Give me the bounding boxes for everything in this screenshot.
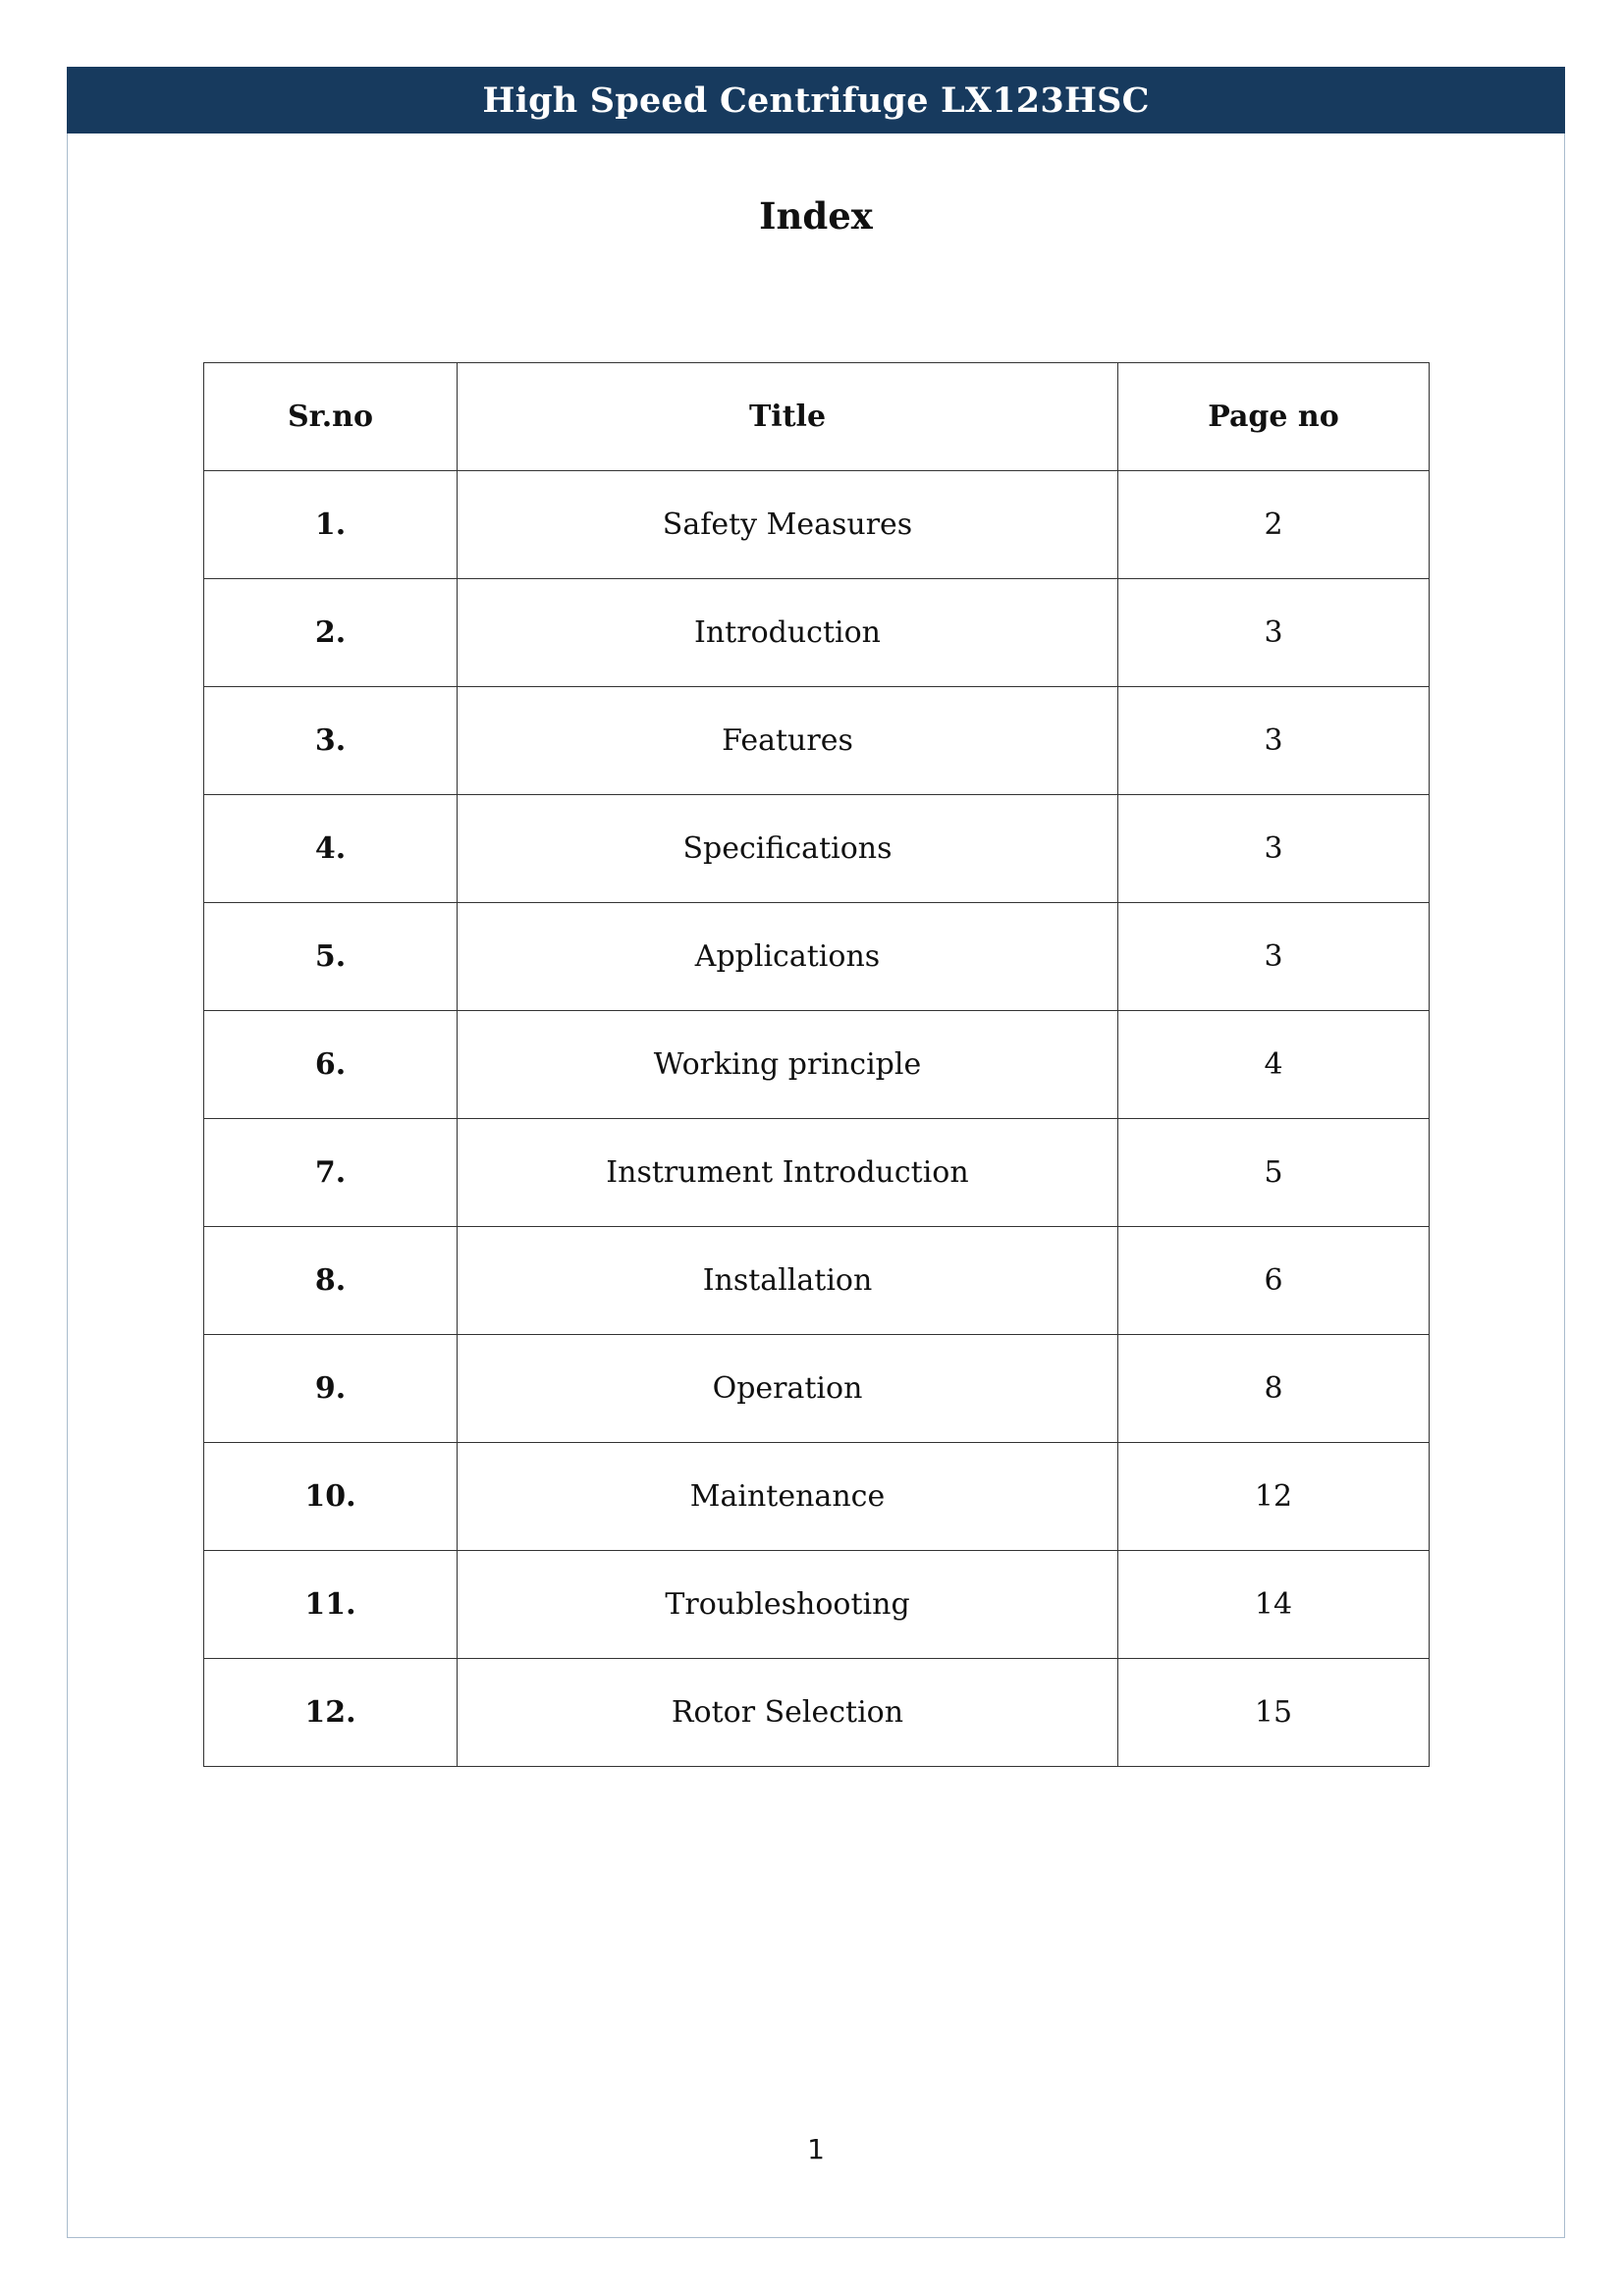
row-page-no: 6 bbox=[1118, 1227, 1430, 1335]
row-sr-no: 8. bbox=[204, 1227, 458, 1335]
table-row bbox=[204, 471, 1430, 579]
page-number: 1 bbox=[807, 2133, 825, 2165]
row-title: Troubleshooting bbox=[458, 1551, 1118, 1659]
row-title: Features bbox=[458, 687, 1118, 795]
header-band bbox=[67, 67, 1565, 133]
table-row bbox=[204, 1443, 1430, 1551]
index-table bbox=[203, 362, 1430, 1767]
row-page-no: 4 bbox=[1118, 1011, 1430, 1119]
row-sr-no: 12. bbox=[204, 1659, 458, 1767]
row-title: Instrument Introduction bbox=[458, 1119, 1118, 1227]
row-page-no: 2 bbox=[1118, 471, 1430, 579]
row-title: Working principle bbox=[458, 1011, 1118, 1119]
row-sr-no: 5. bbox=[204, 903, 458, 1011]
row-sr-no: 10. bbox=[204, 1443, 458, 1551]
table-row bbox=[204, 1335, 1430, 1443]
table-row bbox=[204, 579, 1430, 687]
row-sr-no: 11. bbox=[204, 1551, 458, 1659]
table-row bbox=[204, 903, 1430, 1011]
row-title: Introduction bbox=[458, 579, 1118, 687]
row-title: Rotor Selection bbox=[458, 1659, 1118, 1767]
table-row bbox=[204, 1659, 1430, 1767]
table-row bbox=[204, 1227, 1430, 1335]
row-sr-no: 4. bbox=[204, 795, 458, 903]
row-page-no: 3 bbox=[1118, 903, 1430, 1011]
row-page-no: 3 bbox=[1118, 579, 1430, 687]
row-sr-no: 2. bbox=[204, 579, 458, 687]
row-title: Applications bbox=[458, 903, 1118, 1011]
column-header-title: Title bbox=[458, 363, 1118, 471]
document-title: High Speed Centrifuge LX123HSC bbox=[482, 80, 1150, 121]
row-page-no: 3 bbox=[1118, 687, 1430, 795]
row-sr-no: 9. bbox=[204, 1335, 458, 1443]
index-heading: Index bbox=[759, 194, 873, 238]
row-title: Safety Measures bbox=[458, 471, 1118, 579]
row-title: Maintenance bbox=[458, 1443, 1118, 1551]
row-title: Installation bbox=[458, 1227, 1118, 1335]
row-sr-no: 3. bbox=[204, 687, 458, 795]
table-row bbox=[204, 1011, 1430, 1119]
row-page-no: 12 bbox=[1118, 1443, 1430, 1551]
column-header-sr-no: Sr.no bbox=[204, 363, 458, 471]
table-header-row bbox=[204, 363, 1430, 471]
row-sr-no: 7. bbox=[204, 1119, 458, 1227]
table-row bbox=[204, 1551, 1430, 1659]
row-sr-no: 1. bbox=[204, 471, 458, 579]
row-page-no: 14 bbox=[1118, 1551, 1430, 1659]
row-title: Operation bbox=[458, 1335, 1118, 1443]
table-row bbox=[204, 1119, 1430, 1227]
table-row bbox=[204, 687, 1430, 795]
row-page-no: 15 bbox=[1118, 1659, 1430, 1767]
table-row bbox=[204, 795, 1430, 903]
row-page-no: 3 bbox=[1118, 795, 1430, 903]
row-title: Specifications bbox=[458, 795, 1118, 903]
column-header-page-no: Page no bbox=[1118, 363, 1430, 471]
row-page-no: 8 bbox=[1118, 1335, 1430, 1443]
row-page-no: 5 bbox=[1118, 1119, 1430, 1227]
row-sr-no: 6. bbox=[204, 1011, 458, 1119]
